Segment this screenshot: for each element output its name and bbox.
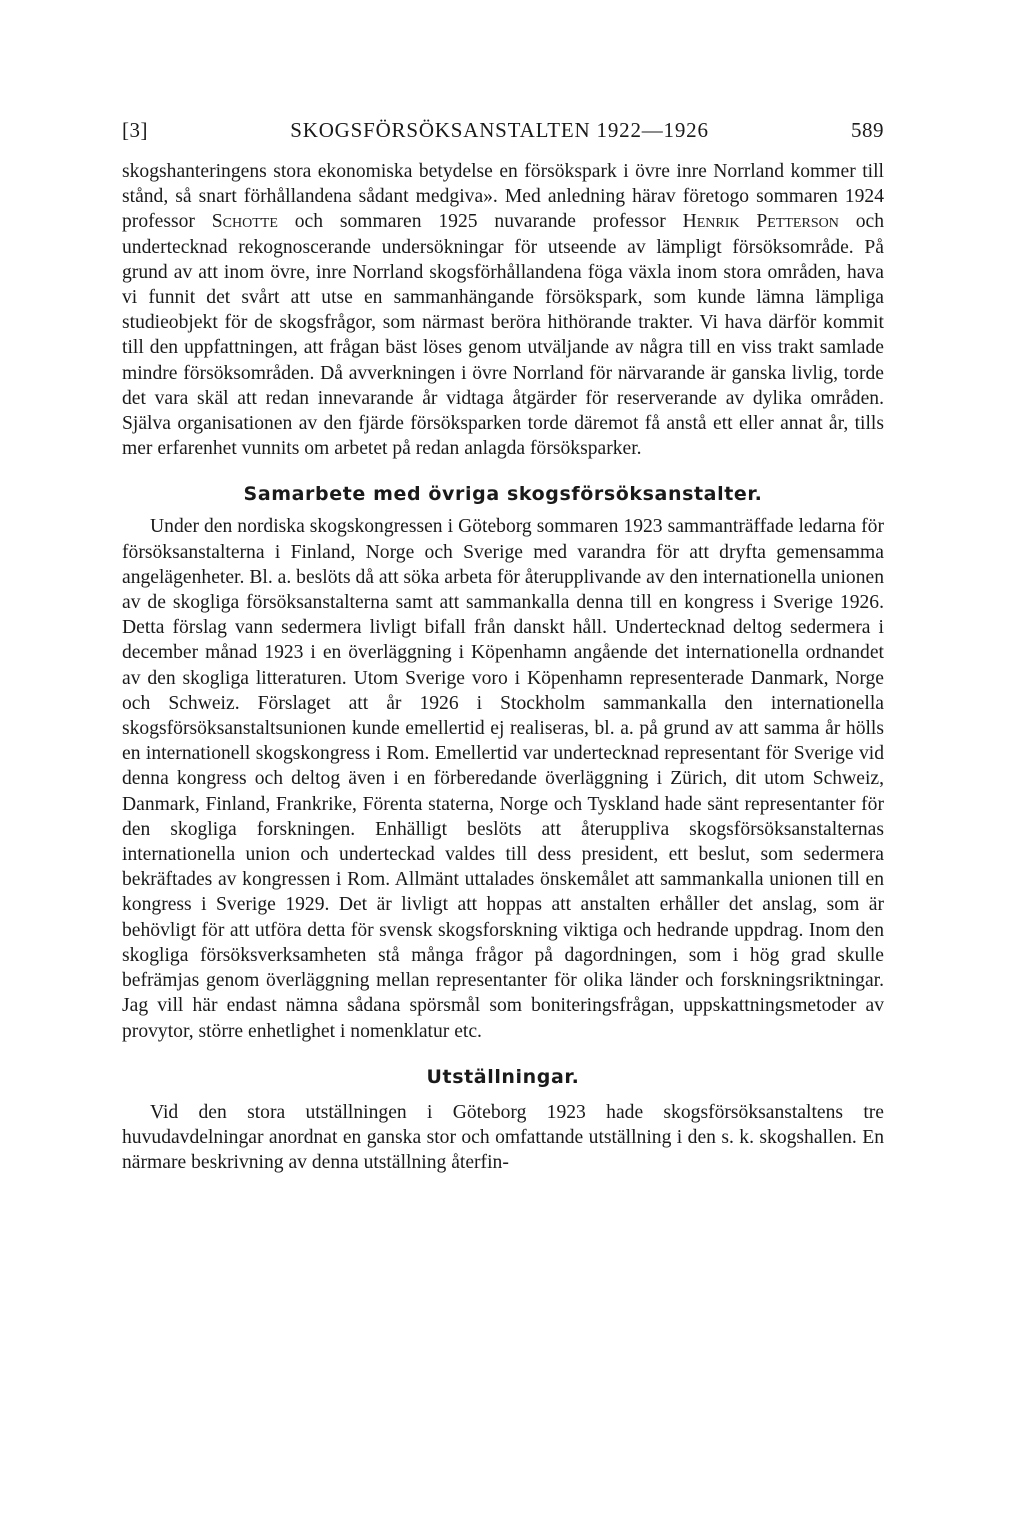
person-name-schotte: Schotte (211, 211, 278, 233)
section-heading-exhibitions: Utställningar. (426, 1065, 580, 1088)
paragraph-text: skogshanteringens stora ekonomiska betydelse en försökspark i övre inre Norrland kommer till stånd, så snart förhållandena sådant medgiva». Med anledning härav företogo sommaren 1924 professor (122, 161, 884, 233)
paragraph-forest-park (122, 159, 884, 461)
document-page (122, 118, 884, 1175)
running-header (122, 118, 884, 143)
paragraph-text: och sommaren 1925 nuvarande professor (277, 211, 683, 233)
paragraph-text: och undertecknad rekognoscerande undersökningar för utseende av lämpligt försöksområde. På grund av att inom övre, inre Norrland skogsförhållandena föga växla inom stora områden, hava vi funnit det svårt att utse en sammanhängande försökspark, som kunde lämna lämpliga studieobjekt för de skogsfrågor, som närmast beröra hithörande trakter. Vi hava därför kommit till den uppfattningen, att frågan bäst löses genom utväljande av några till en viss trakt samlade mindre försöksområden. Då avverkningen i övre Norrland för närvarande är ganska livlig, torde det vara skäl att redan innevarande år vidtaga åtgärder för reserverande av dylika områden. Själva organisationen av den fjärde försöksparken torde däremot få anstå ett eller annat år, tills mer erfarenhet vunnits om arbetet på redan anlagda försöksparker. (122, 211, 884, 460)
running-title: SKOGSFÖRSÖKSANSTALTEN 1922—1926 (290, 118, 709, 142)
page-number: 589 (851, 118, 884, 142)
paragraph-exhibitions: Vid den stora utställningen i Göteborg 1923 hade skogsförsöksanstaltens tre huvudavdelningar anordnat en ganska stor och omfattande utställning i den s. k. skogshallen. En närmare beskrivning av denna utställning återfin- (122, 1101, 884, 1174)
person-name-petterson: Henrik Petterson (682, 211, 839, 233)
paragraph-collaboration: Under den nordiska skogskongressen i Göteborg sommaren 1923 sammanträffade ledarna för försöksanstalterna i Finland, Norge och Sverige med varandra för att dryfta gemensamma angelägenheter. Bl. a. beslöts då att söka arbeta för återupplivande av den internationella unionen av de skogliga försöksanstalterna samt att sammankalla denna till en kongress i Sverige 1926. Detta förslag vann sedermera livligt bifall från danskt håll. Undertecknad deltog sedermera i december månad 1923 i en överläggning i Köpenhamn angående det internationella ordnandet av den skogliga litteraturen. Utom Sverige voro i Köpenhamn representerade Danmark, Norge och Schweiz. Förslaget att år 1926 i Stockholm sammankalla den internationella skogsförsöksanstaltsunionen kunde emellertid ej realiseras, bl. a. på grund av att samma år hölls en internationell skogskongress i Rom. Emellertid var undertecknad representant för Sverige vid denna kongress och deltog även i en förberedande överläggning i Zürich, dit utom Schweiz, Danmark, Finland, Frankrike, Förenta staterna, Norge och Tyskland hade sänt representanter för den skogliga forskningen. Enhälligt beslöts att återuppliva skogsförsöksanstalternas internationella union och underteckad valdes till dess president, ett beslut, som sedermera bekräftades av kongressen i Rom. Allmänt uttalades önskemålet att sammankalla unionen till en kongress i Sverige 1929. Det är livligt att hoppas att anstalten erhåller det anslag, som är behövligt för att utföra detta för svensk skogsforskning viktiga och hedrande uppdrag. Inom den skogliga försöksverksamheten stå många frågor på dagordningen, som i hög grad skulle befrämjas genom överläggning mellan representanter för olika länder och forskningsriktningar. Jag vill här endast nämna sådana spörsmål som boniteringsfrågan, uppskattningsmetoder av provytor, större enhetlighet i nomenklatur etc. (122, 516, 884, 1042)
section-marker: [3] (122, 118, 148, 142)
section-heading-collaboration: Samarbete med övriga skogsförsöksanstalter. (243, 483, 763, 506)
